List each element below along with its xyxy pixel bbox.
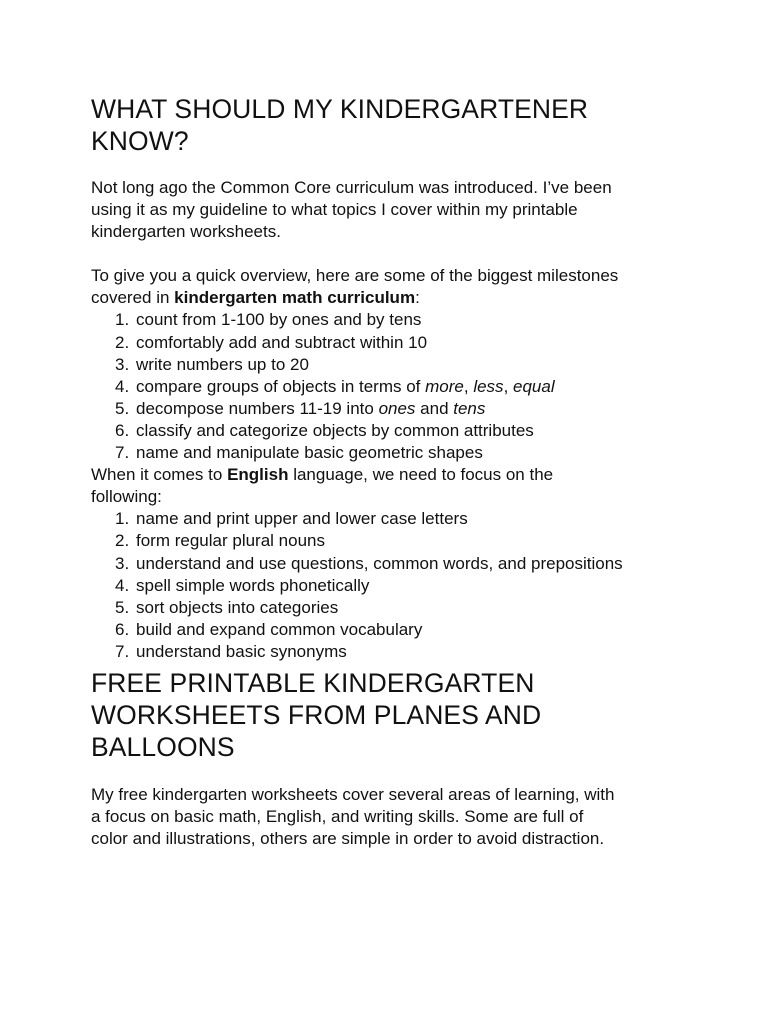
list-text: spell simple words phonetically: [136, 575, 370, 595]
paragraph-line: My free kindergarten worksheets cover several areas of learning, with: [91, 784, 615, 804]
list-text: name and manipulate basic geometric shapes: [136, 443, 483, 463]
english-bold: English: [227, 465, 289, 485]
paragraph-line: using it as my guideline to what topics I cover within my printable: [91, 200, 578, 220]
paragraph-line: following:: [91, 487, 162, 507]
italic-word: more: [425, 376, 464, 396]
list-item: [115, 398, 728, 420]
overview-prefix: covered in: [91, 288, 175, 308]
paragraph-line: a focus on basic math, English, and writing skills. Some are full of: [91, 807, 584, 827]
separator: ,: [463, 376, 474, 396]
paragraph-line: [91, 287, 728, 309]
list-text: classify and categorize objects by common attributes: [136, 420, 534, 440]
heading-line: WHAT SHOULD MY KINDERGARTENER: [91, 94, 589, 124]
list-item: [115, 575, 728, 597]
list-text: sort objects into categories: [136, 597, 339, 617]
list-number: 3.: [115, 553, 130, 573]
italic-word: equal: [513, 376, 555, 396]
list-number: 7.: [115, 443, 130, 463]
list-item: [115, 641, 728, 663]
list-item: [115, 442, 728, 464]
list-number: 5.: [115, 398, 130, 418]
heading-kindergartener-know: [91, 93, 728, 157]
list-item: [115, 508, 728, 530]
list-number: 6.: [115, 619, 130, 639]
paragraph-line: [91, 464, 728, 486]
italic-word: tens: [453, 398, 486, 418]
heading-line: BALLOONS: [91, 731, 235, 762]
list-number: 1.: [115, 310, 130, 330]
english-intro-paragraph: [91, 464, 728, 508]
paragraph-line: color and illustrations, others are simple in order to avoid distraction.: [91, 829, 605, 849]
paragraph-line: kindergarten worksheets.: [91, 222, 281, 242]
italic-word: less: [473, 376, 504, 396]
list-text: compare groups of objects in terms of: [136, 376, 426, 396]
paragraph-line: To give you a quick overview, here are some of the biggest milestones: [91, 266, 619, 286]
list-text: name and print upper and lower case letters: [136, 509, 468, 529]
list-text: understand basic synonyms: [136, 641, 347, 661]
list-item: [115, 354, 728, 376]
list-item: [115, 332, 728, 354]
list-number: 4.: [115, 575, 130, 595]
list-item: [115, 619, 728, 641]
list-text: build and expand common vocabulary: [136, 619, 423, 639]
heading-free-printable-worksheets: [91, 667, 728, 763]
list-number: 4.: [115, 376, 130, 396]
separator: ,: [503, 376, 514, 396]
list-text: understand and use questions, common words, and prepositions: [136, 553, 623, 573]
math-curriculum-bold: kindergarten math curriculum: [174, 288, 416, 308]
list-item: [115, 376, 728, 398]
heading-line: KNOW?: [91, 126, 189, 156]
math-milestones-list: [91, 309, 728, 464]
list-text: comfortably add and subtract within 10: [136, 332, 428, 352]
list-number: 2.: [115, 332, 130, 352]
list-text: and: [415, 398, 454, 418]
closing-paragraph: [91, 784, 728, 850]
list-item: [115, 597, 728, 619]
italic-word: ones: [378, 398, 416, 418]
english-milestones-list: [91, 508, 728, 663]
overview-paragraph: [91, 265, 728, 309]
list-item: [115, 553, 728, 575]
list-number: 1.: [115, 509, 130, 529]
list-number: 3.: [115, 354, 130, 374]
heading-line: WORKSHEETS FROM PLANES AND: [91, 699, 542, 730]
list-item: [115, 309, 728, 331]
list-text: form regular plural nouns: [136, 531, 325, 551]
list-number: 2.: [115, 531, 130, 551]
list-number: 7.: [115, 641, 130, 661]
list-item: [115, 420, 728, 442]
list-text: count from 1-100 by ones and by tens: [136, 310, 422, 330]
paragraph-line: Not long ago the Common Core curriculum was introduced. I’ve been: [91, 178, 612, 197]
list-number: 6.: [115, 420, 130, 440]
english-intro-prefix: When it comes to: [91, 465, 228, 485]
list-number: 5.: [115, 597, 130, 617]
list-item: [115, 530, 728, 552]
list-text: decompose numbers 11-19 into: [136, 398, 379, 418]
intro-paragraph: [91, 177, 728, 243]
english-intro-suffix: language, we need to focus on the: [288, 465, 554, 485]
overview-suffix: :: [415, 288, 420, 308]
list-text: write numbers up to 20: [136, 354, 309, 374]
heading-line: FREE PRINTABLE KINDERGARTEN: [91, 667, 535, 698]
